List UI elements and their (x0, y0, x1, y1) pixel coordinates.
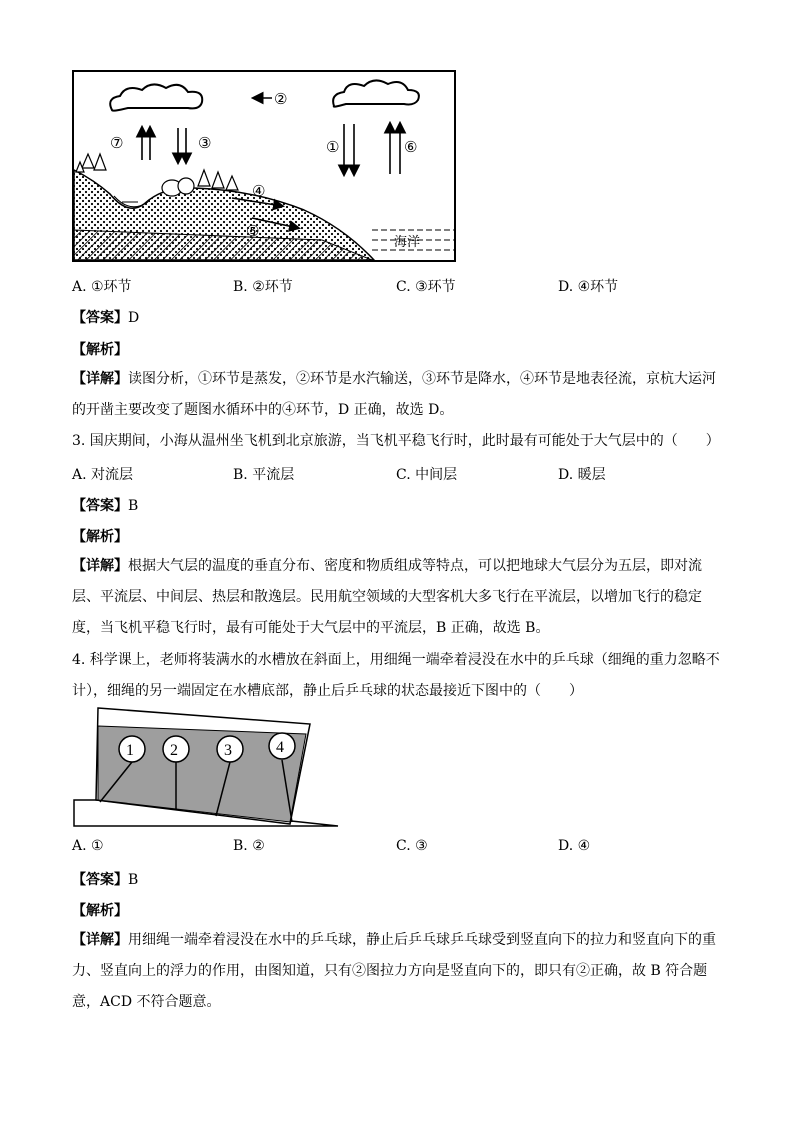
label-3: ③ (198, 134, 212, 152)
q4-option-c: C. ③ (396, 838, 428, 854)
q2-detail (72, 364, 724, 426)
q3-analysis-label: 【解析】 (72, 529, 128, 545)
q4-question: 4. 科学课上，老师将装满水的水槽放在斜面上，用细绳一端牵着浸没在水中的乒乓球（细绳的重力忽略不计），细绳的另一端固定在水槽底部，静止后乒乓球的状态最接近下图中的（ ） (72, 652, 720, 699)
answer-value: D (128, 310, 140, 326)
q2-option-d: D. ④环节 (558, 279, 619, 295)
label-5: ⑤ (246, 222, 260, 240)
q4-option-b: B. ② (233, 838, 265, 854)
detail-label: 【详解】 (72, 371, 128, 387)
label-2: ② (274, 90, 288, 108)
answer-label: 【答案】 (72, 872, 128, 888)
q3-detail (72, 551, 724, 644)
q2-answer (72, 307, 139, 327)
q3-option-c: C. 中间层 (396, 467, 458, 483)
q3-option-a: A. 对流层 (72, 467, 134, 483)
q2-option-c: C. ③环节 (396, 279, 456, 295)
ball-label-1: 1 (126, 742, 134, 759)
answer-value: B (128, 498, 139, 514)
answer-label: 【答案】 (72, 310, 128, 326)
ball-label-2: 2 (170, 742, 178, 759)
ball-label-3: 3 (224, 742, 232, 759)
q4-option-d: D. ④ (558, 838, 591, 854)
q3-option-d: D. 暖层 (558, 467, 606, 483)
q2-option-a: A. ①环节 (72, 279, 132, 295)
label-7: ⑦ (110, 134, 124, 152)
label-1: ① (326, 138, 340, 156)
q4-answer (72, 869, 138, 889)
q4-analysis-label: 【解析】 (72, 903, 128, 919)
ping-pong-figure (72, 704, 340, 830)
answer-value: B (128, 872, 139, 888)
ball-label-4: 4 (276, 739, 284, 756)
label-6: ⑥ (404, 138, 418, 156)
q2-option-b: B. ②环节 (233, 279, 293, 295)
q2-analysis-label: 【解析】 (72, 342, 128, 358)
label-ocean: 海洋 (394, 235, 421, 250)
q3-answer (72, 495, 138, 515)
detail-label: 【详解】 (72, 558, 128, 574)
q4-option-a: A. ① (72, 838, 104, 854)
q4-detail (72, 925, 724, 1018)
answer-label: 【答案】 (72, 498, 128, 514)
detail-text: 用细绳一端牵着浸没在水中的乒乓球，静止后乒乓球乒乓球受到竖直向下的拉力和竖直向下的重力、竖直向上的浮力的作用，由图知道，只有②图拉力方向是竖直向下的，即只有②正确，故 B 符合题意，ACD 不符合题意。 (72, 932, 716, 1010)
q3-question: 3. 国庆期间，小海从温州坐飞机到北京旅游，当飞机平稳飞行时，此时最有可能处于大气层中的（ ） (72, 433, 720, 449)
water-cycle-figure (72, 70, 456, 262)
detail-label: 【详解】 (72, 932, 128, 948)
detail-text: 根据大气层的温度的垂直分布、密度和物质组成等特点，可以把地球大气层分为五层，即对流层、平流层、中间层、热层和散逸层。民用航空领域的大型客机大多飞行在平流层，以增加飞行的稳定度，当飞机平稳飞行时，最有可能处于大气层中的平流层，B 正确，故选 B。 (72, 558, 702, 636)
q3-option-b: B. 平流层 (233, 467, 295, 483)
detail-text: 读图分析，①环节是蒸发，②环节是水汽输送，③环节是降水，④环节是地表径流，京杭大运河的开凿主要改变了题图水循环中的④环节，D 正确，故选 D。 (72, 371, 716, 418)
label-4: ④ (252, 182, 266, 200)
